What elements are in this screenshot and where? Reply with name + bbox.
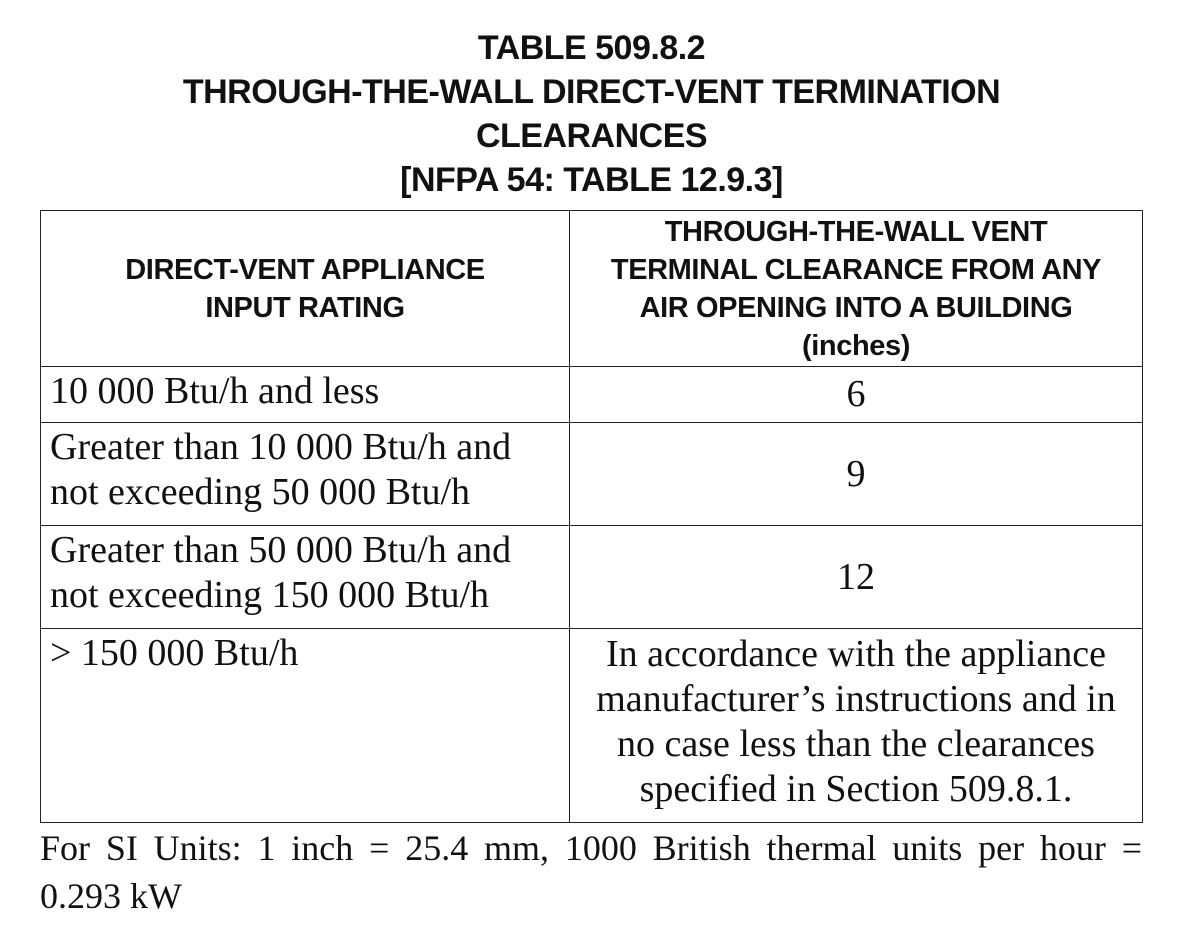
table-header-row — [41, 211, 1143, 367]
rating-cell — [41, 423, 570, 526]
cell-text: In accordance with the appliance — [605, 633, 1107, 675]
rating-cell — [41, 526, 570, 629]
header-line: AIR OPENING INTO A BUILDING — [639, 291, 1073, 324]
clearance-table — [40, 210, 1143, 823]
cell-text: Greater than 50 000 Btu/h and — [50, 529, 512, 571]
table-title-line: CLEARANCES — [475, 117, 708, 155]
cell-text: manufacturer’s instructions and in — [596, 678, 1116, 720]
table-title — [0, 26, 1183, 202]
clearance-cell — [570, 629, 1143, 823]
cell-text: > 150 000 Btu/h — [50, 632, 299, 674]
table-row — [41, 423, 1143, 526]
cell-text: 10 000 Btu/h and less — [50, 370, 380, 412]
cell-text: no case less than the clearances — [617, 723, 1095, 765]
cell-text: not exceeding 150 000 Btu/h — [50, 574, 490, 616]
table-title-line: THROUGH-THE-WALL DIRECT-VENT TERMINATION — [182, 73, 1001, 111]
header-input-rating — [41, 211, 570, 367]
header-line: DIRECT-VENT APPLIANCE — [125, 253, 485, 286]
table-reference: [NFPA 54: TABLE 12.9.3] — [400, 161, 783, 199]
table-row — [41, 367, 1143, 423]
header-line: INPUT RATING — [205, 291, 405, 324]
cell-text: not exceeding 50 000 Btu/h — [50, 471, 471, 513]
clearance-cell — [570, 526, 1143, 629]
header-units: (inches) — [802, 329, 910, 362]
header-line: THROUGH-THE-WALL VENT — [664, 215, 1048, 248]
footnote-line: 0.293 kW — [40, 876, 182, 916]
clearance-cell — [570, 423, 1143, 526]
table-number: TABLE 509.8.2 — [477, 29, 706, 67]
clearance-cell — [570, 367, 1143, 423]
cell-text: specified in Section 509.8.1. — [639, 768, 1073, 810]
cell-text: 12 — [837, 555, 875, 598]
cell-text: 9 — [846, 452, 866, 495]
cell-text: 6 — [846, 373, 866, 415]
footnote-line: For SI Units: 1 inch = 25.4 mm, 1000 British thermal units per hour = — [40, 828, 1142, 868]
header-clearance — [570, 211, 1143, 367]
rating-cell — [41, 367, 570, 423]
table-footnote — [40, 824, 1142, 920]
table-row — [41, 526, 1143, 629]
cell-text: Greater than 10 000 Btu/h and — [50, 426, 512, 468]
table-row — [41, 629, 1143, 823]
rating-cell — [41, 629, 570, 823]
header-line: TERMINAL CLEARANCE FROM ANY — [610, 253, 1102, 286]
